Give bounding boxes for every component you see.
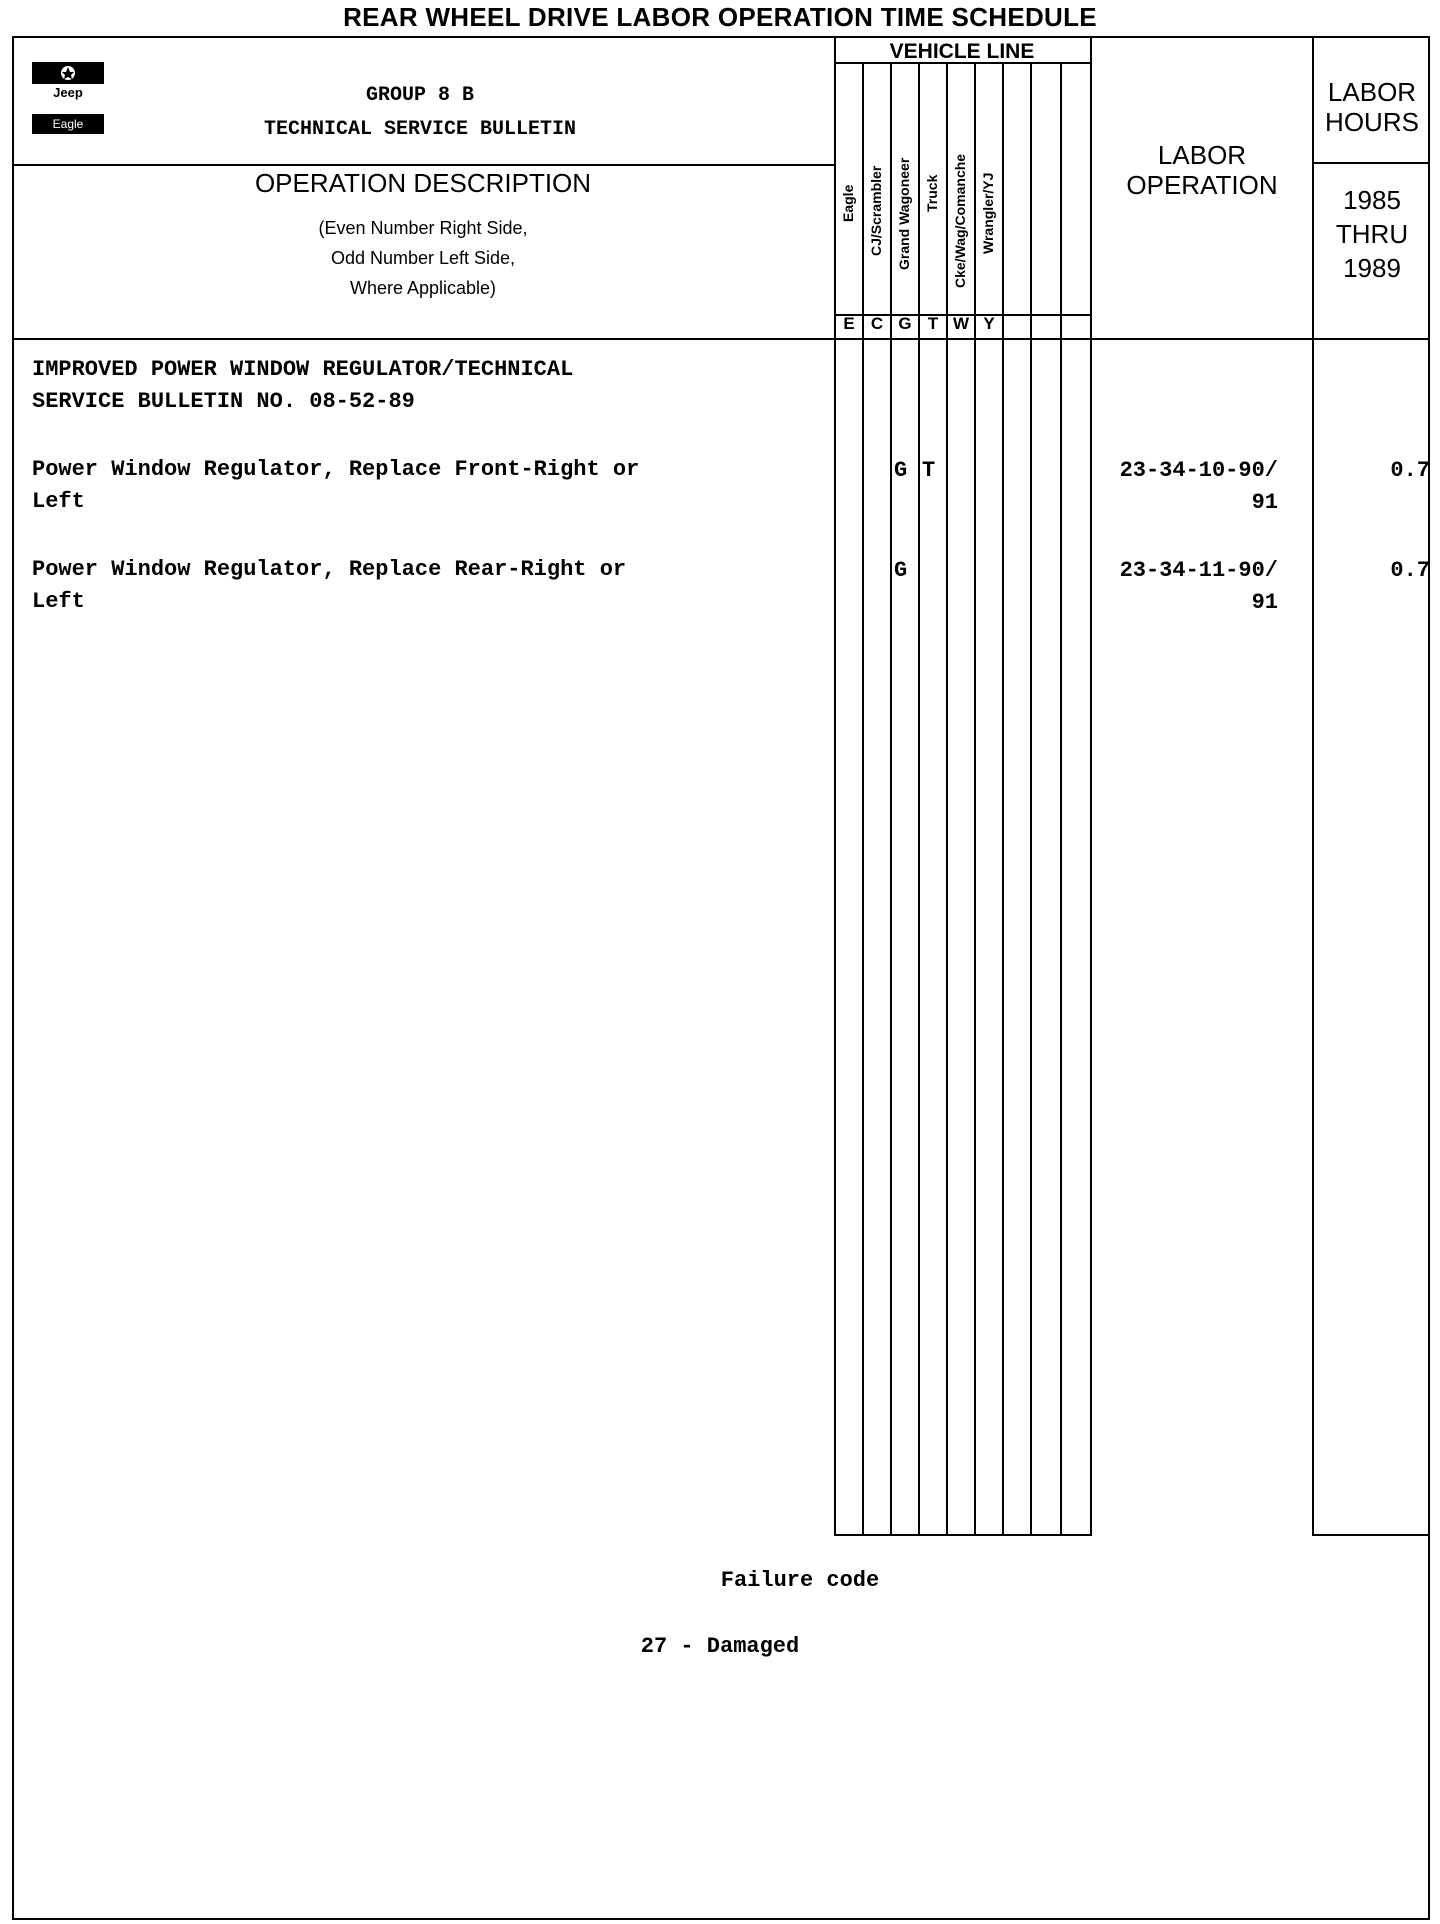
vehicle-mark-g: G [894, 458, 908, 483]
failure-code-title: Failure code [720, 1568, 880, 1593]
pentastar-icon [32, 62, 104, 84]
labor-operation-code: 23-34-10-90/ [1119, 458, 1278, 483]
vehicle-column-wrangler-yj: Wrangler/YJ [980, 172, 996, 254]
row-description-1: Power Window Regulator, Replace Front-Right or [32, 457, 640, 482]
vehicle-code: G [898, 314, 912, 333]
section-heading-1: IMPROVED POWER WINDOW REGULATOR/TECHNICAL [32, 357, 574, 382]
labor-operation-header-1: LABOR [1157, 140, 1247, 170]
vehicle-line-header: VEHICLE LINE [889, 40, 1035, 63]
operation-description-note-1: (Even Number Right Side, [318, 218, 528, 238]
vehicle-column-cke-wag-comanche: Cke/Wag/Comanche [952, 153, 968, 288]
operation-description-note-2: Odd Number Left Side, [330, 248, 516, 268]
vehicle-code: C [870, 314, 884, 333]
vehicle-code: Y [983, 314, 995, 333]
labor-hours-value: 0.7 [1390, 558, 1430, 583]
pentastar-logo [32, 62, 104, 84]
vehicle-column-truck: Truck [924, 174, 940, 212]
vehicle-column-grand-wagoneer: Grand Wagoneer [896, 157, 912, 270]
eagle-logo: Eagle [32, 114, 104, 134]
year-to: 1989 [1343, 253, 1401, 283]
year-thru: THRU [1335, 219, 1409, 249]
operation-description-title: OPERATION DESCRIPTION [254, 168, 592, 198]
page-title: REAR WHEEL DRIVE LABOR OPERATION TIME SCHEDULE [343, 2, 1097, 32]
year-from: 1985 [1343, 185, 1401, 215]
vehicle-code: T [927, 314, 939, 333]
jeep-logo: Jeep [53, 85, 83, 100]
labor-hours-header-1: LABOR [1327, 77, 1417, 107]
labor-operation-code: 23-34-11-90/ [1119, 558, 1278, 583]
row-description-2: Left [32, 489, 85, 514]
vehicle-column-cj-scrambler: CJ/Scrambler [868, 165, 884, 256]
vehicle-code: E [843, 314, 855, 333]
group-label: GROUP 8 B [365, 84, 475, 107]
row-description-2: Left [32, 589, 85, 614]
labor-operation-code-suffix: 91 [1251, 590, 1278, 615]
vehicle-column-eagle: Eagle [840, 184, 856, 222]
labor-hours-value: 0.7 [1390, 458, 1430, 483]
failure-code-value: 27 - Damaged [640, 1634, 800, 1659]
operation-description-note-3: Where Applicable) [349, 278, 497, 298]
labor-hours-header-2: HOURS [1325, 107, 1419, 137]
row-description-1: Power Window Regulator, Replace Rear-Right or [32, 557, 627, 582]
vehicle-mark-g: G [894, 558, 908, 583]
vehicle-code: W [952, 314, 970, 333]
vehicle-mark-t: T [922, 458, 936, 483]
section-heading-2: SERVICE BULLETIN NO. 08-52-89 [32, 389, 415, 414]
labor-operation-header-2: OPERATION [1126, 170, 1278, 200]
labor-operation-code-suffix: 91 [1251, 490, 1278, 515]
bulletin-type: TECHNICAL SERVICE BULLETIN [263, 118, 577, 141]
